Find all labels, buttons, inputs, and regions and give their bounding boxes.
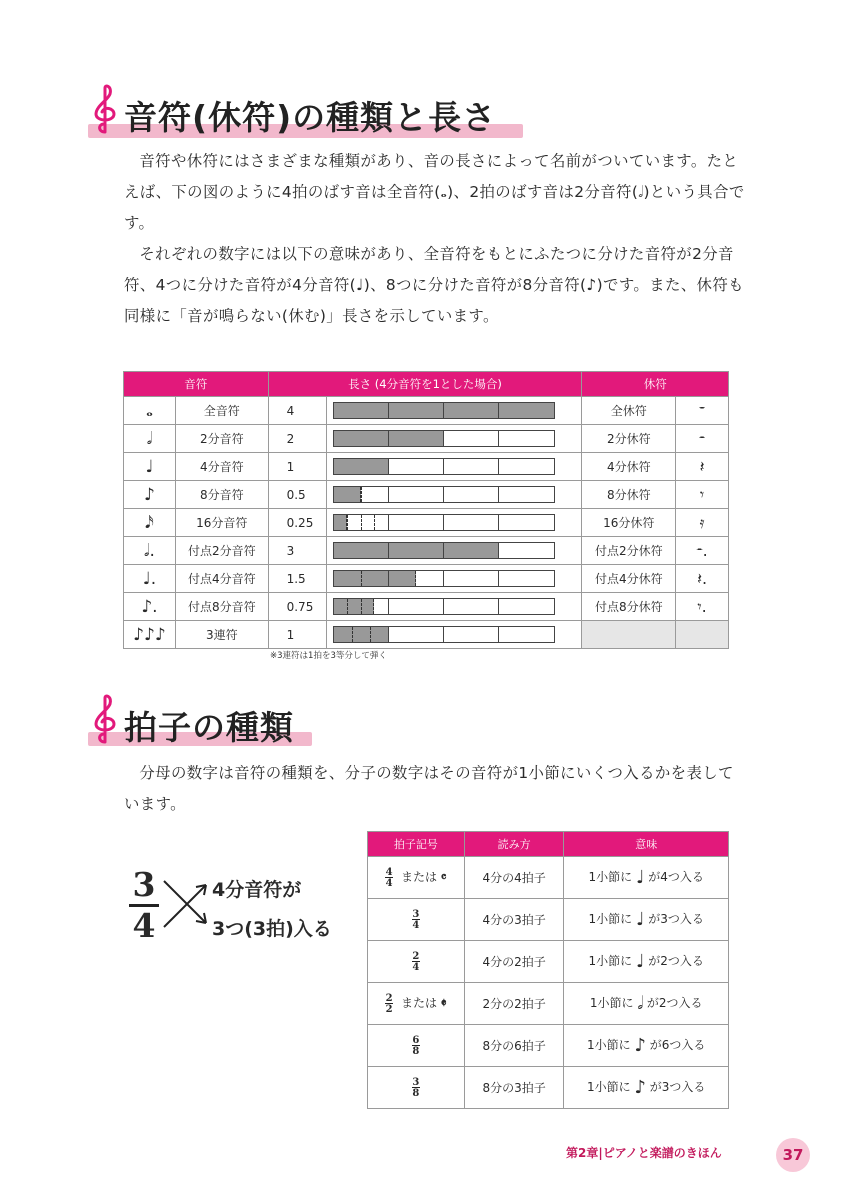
length-bar-cell (326, 509, 582, 537)
length-bar-fill (499, 403, 553, 418)
note-icon: ♩ (635, 951, 645, 972)
rest-symbol: 𝄾. (676, 593, 729, 621)
reading-cell: 8分の6拍子 (464, 1025, 564, 1067)
length-bar (333, 570, 555, 587)
length-bar (333, 542, 555, 559)
note-length: 0.75 (268, 593, 326, 621)
length-bar-segment (499, 487, 553, 502)
meaning-cell (564, 857, 729, 899)
length-bar-cell (326, 565, 582, 593)
common-time-icon: 𝄴 (440, 870, 447, 885)
note-symbol: ♪ (124, 481, 176, 509)
table-row (124, 397, 729, 425)
fraction-denominator: 8 (412, 1045, 420, 1057)
length-bar-segment (444, 431, 499, 446)
length-bar-subdivision (347, 599, 348, 614)
length-bar-subdivision (347, 515, 348, 530)
cross-arrows-icon (160, 877, 212, 931)
length-bar-segment (334, 543, 389, 558)
fraction-numerator: 2 (385, 992, 393, 1004)
length-bar-cell (326, 453, 582, 481)
table-row (368, 983, 729, 1025)
length-bar-fill (334, 487, 361, 502)
length-bar-segment (334, 459, 389, 474)
rest-symbol: 𝄻 (676, 397, 729, 425)
rest-symbol: 𝄽. (676, 565, 729, 593)
treble-clef-icon (90, 84, 120, 136)
common-time-icon: 𝄵 (440, 996, 447, 1011)
length-bar-segment (334, 431, 389, 446)
note-symbol: 𝅗𝅥. (124, 537, 176, 565)
note-symbol: ♩. (124, 565, 176, 593)
length-bar (333, 430, 555, 447)
length-bar-segment (334, 571, 389, 586)
length-bar-fill (334, 431, 388, 446)
fraction-denominator: 4 (132, 906, 156, 945)
note-symbol: 𝅗𝅥 (124, 425, 176, 453)
note-name: 付点4分音符 (175, 565, 268, 593)
length-bar-segment (334, 627, 389, 642)
alt-text: または (400, 870, 437, 884)
rest-symbol: 𝄿 (676, 509, 729, 537)
length-bar-segment (499, 515, 553, 530)
meaning-prefix: 1小節に (588, 870, 633, 884)
page-number: 37 (776, 1138, 810, 1172)
note-length: 1.5 (268, 565, 326, 593)
meaning-suffix: が2つ入る (646, 996, 703, 1010)
meaning-cell (564, 1025, 729, 1067)
fraction-numerator: 3 (412, 1076, 420, 1088)
time-signature-symbol (412, 952, 420, 972)
note-name: 4分音符 (175, 453, 268, 481)
alt-text: または (400, 996, 437, 1010)
note-length: 1 (268, 453, 326, 481)
meaning-suffix: が2つ入る (648, 954, 704, 968)
length-bar (333, 402, 555, 419)
diagram-bottom-label: 3つ(3拍)入る (212, 918, 332, 940)
length-bar-fill (334, 543, 388, 558)
header-reading: 読み方 (464, 832, 564, 857)
fraction-numerator: 3 (412, 908, 420, 920)
note-icon: ♪ (634, 1035, 646, 1056)
length-bar-subdivision (361, 487, 362, 502)
meaning-prefix: 1小節に (589, 996, 634, 1010)
rest-symbol: 𝄼 (676, 425, 729, 453)
length-bar (333, 458, 555, 475)
signature-cell (368, 1025, 465, 1067)
length-bar-segment (499, 403, 553, 418)
fraction-numerator: 2 (412, 950, 420, 962)
note-symbol: ♪♪♪ (124, 621, 176, 649)
length-bar-subdivision (374, 515, 375, 530)
length-bar-segment (334, 403, 389, 418)
note-length: 2 (268, 425, 326, 453)
length-bar-segment (389, 627, 444, 642)
length-bar-segment (499, 599, 553, 614)
length-bar-segment (389, 431, 444, 446)
table-row (124, 621, 729, 649)
rest-name: 2分休符 (582, 425, 676, 453)
note-length: 0.5 (268, 481, 326, 509)
fraction-denominator: 4 (412, 961, 420, 973)
note-icon: ♩ (635, 867, 645, 888)
length-bar-segment (499, 543, 553, 558)
length-bar-segment (444, 571, 499, 586)
length-bar-segment (444, 599, 499, 614)
table-row (368, 1025, 729, 1067)
table-row (124, 453, 729, 481)
length-bar-cell (326, 397, 582, 425)
note-length: 0.25 (268, 509, 326, 537)
length-bar-segment (389, 515, 444, 530)
length-bar-fill (334, 459, 388, 474)
time-signature-symbol (412, 1078, 420, 1098)
rest-name (582, 621, 676, 649)
length-bar-cell (326, 537, 582, 565)
section1-paragraph-2: それぞれの数字には以下の意味があり、全音符をもとにふたつに分けた音符が2分音符、4つに分けた音符が4分音符(♩)、8つに分けた音符が8分音符(♪)です。また、休符も同様に「音が鳴らない(休む)」長さを示しています。 (124, 245, 744, 325)
note-name: 3連符 (175, 621, 268, 649)
fraction-numerator: 4 (385, 866, 393, 878)
table-row (368, 941, 729, 983)
treble-clef-icon (90, 692, 120, 748)
signature-cell (368, 941, 465, 983)
table-row (368, 1067, 729, 1109)
fraction-numerator: 3 (132, 865, 156, 904)
note-length: 4 (268, 397, 326, 425)
length-bar-segment (444, 627, 499, 642)
note-name: 付点2分音符 (175, 537, 268, 565)
meaning-suffix: が3つ入る (649, 1080, 706, 1094)
note-length-table (123, 371, 729, 649)
section2-title: 拍子の種類 (124, 708, 294, 747)
time-signature-fraction (124, 865, 164, 945)
length-bar-fill (334, 627, 388, 642)
note-symbol: 𝅝 (124, 397, 176, 425)
length-bar-segment (444, 459, 499, 474)
length-bar (333, 598, 555, 615)
meaning-cell (564, 1067, 729, 1109)
reading-cell: 4分の3拍子 (464, 899, 564, 941)
note-symbol: ♩ (124, 453, 176, 481)
note-icon: ♩ (635, 909, 645, 930)
reading-cell: 8分の3拍子 (464, 1067, 564, 1109)
length-bar-subdivision (370, 627, 371, 642)
section2-paragraph: 分母の数字は音符の種類を、分子の数字はその音符が1小節にいくつ入るかを表しています。 (124, 764, 734, 813)
section2-body (124, 758, 746, 820)
time-signature-table (367, 831, 729, 1109)
chapter-footer: 第2章|ピアノと楽譜のきほん (566, 1146, 722, 1160)
length-bar-subdivision (361, 599, 362, 614)
note-symbol: 𝅘𝅥𝅯 (124, 509, 176, 537)
length-bar-fill (389, 543, 443, 558)
length-bar-segment (334, 487, 389, 502)
signature-cell (368, 983, 465, 1025)
length-bar-cell (326, 481, 582, 509)
length-bar (333, 486, 555, 503)
fraction-numerator: 6 (412, 1034, 420, 1046)
length-bar-fill (389, 571, 416, 586)
table-row (124, 509, 729, 537)
rest-name: 16分休符 (582, 509, 676, 537)
signature-cell (368, 1067, 465, 1109)
meaning-prefix: 1小節に (588, 954, 633, 968)
time-signature-symbol (385, 994, 393, 1014)
length-bar-fill (444, 403, 498, 418)
signature-cell (368, 857, 465, 899)
rest-name: 付点4分休符 (582, 565, 676, 593)
signature-cell (368, 899, 465, 941)
length-bar-segment (389, 599, 444, 614)
rest-symbol: 𝄼. (676, 537, 729, 565)
note-length: 1 (268, 621, 326, 649)
length-bar-segment (334, 515, 389, 530)
note-name: 8分音符 (175, 481, 268, 509)
fraction-denominator: 4 (385, 877, 393, 889)
fraction-denominator: 8 (412, 1087, 420, 1099)
length-bar-fill (389, 403, 443, 418)
table-row (368, 899, 729, 941)
fraction-denominator: 4 (412, 919, 420, 931)
meaning-prefix: 1小節に (587, 1038, 631, 1052)
meaning-suffix: が6つ入る (649, 1038, 706, 1052)
table-header-row (368, 832, 729, 857)
table-row (124, 425, 729, 453)
time-signature-symbol (385, 868, 393, 888)
note-symbol: ♪. (124, 593, 176, 621)
header-signature: 拍子記号 (368, 832, 465, 857)
length-bar-segment (334, 599, 389, 614)
header-note: 音符 (124, 372, 269, 397)
meaning-cell (564, 941, 729, 983)
length-bar-segment (444, 543, 499, 558)
section1-body (124, 146, 746, 332)
rest-name: 4分休符 (582, 453, 676, 481)
length-bar-fill (334, 515, 348, 530)
meaning-prefix: 1小節に (588, 912, 633, 926)
length-bar-segment (499, 571, 553, 586)
length-bar-subdivision (361, 571, 362, 586)
note-name: 全音符 (175, 397, 268, 425)
length-bar-segment (389, 459, 444, 474)
length-bar-segment (444, 403, 499, 418)
rest-symbol (676, 621, 729, 649)
length-bar-subdivision (352, 627, 353, 642)
rest-symbol: 𝄽 (676, 453, 729, 481)
rest-name: 8分休符 (582, 481, 676, 509)
section1-paragraph-1: 音符や休符にはさまざまな種類があり、音の長さによって名前がついています。たとえば、下の図のように4拍のばす音は全音符(𝅝)、2拍のばす音は2分音符(𝅗𝅥)という具合です。 (124, 152, 745, 232)
fraction-denominator: 2 (385, 1003, 393, 1015)
rest-name: 全休符 (582, 397, 676, 425)
rest-symbol: 𝄾 (676, 481, 729, 509)
rest-name: 付点2分休符 (582, 537, 676, 565)
section1-title: 音符(休符)の種類と長さ (124, 98, 497, 137)
table-row (124, 565, 729, 593)
time-signature-symbol (412, 1036, 420, 1056)
length-bar-segment (389, 543, 444, 558)
header-rest: 休符 (582, 372, 729, 397)
table-header-row (124, 372, 729, 397)
length-bar-fill (334, 403, 388, 418)
length-bar-segment (499, 627, 553, 642)
note-icon: 𝅗𝅥 (637, 993, 644, 1014)
length-bar-cell (326, 425, 582, 453)
length-bar-fill (334, 599, 375, 614)
length-bar-segment (389, 487, 444, 502)
table-row (124, 593, 729, 621)
triplet-note: ※3連符は1拍を3等分して弾く (270, 651, 387, 661)
length-bar-segment (499, 459, 553, 474)
note-name: 付点8分音符 (175, 593, 268, 621)
table-row (368, 857, 729, 899)
note-name: 2分音符 (175, 425, 268, 453)
reading-cell: 2分の2拍子 (464, 983, 564, 1025)
reading-cell: 4分の2拍子 (464, 941, 564, 983)
table-row (124, 481, 729, 509)
header-length: 長さ (4分音符を1とした場合) (268, 372, 582, 397)
note-icon: ♪ (634, 1077, 646, 1098)
reading-cell: 4分の4拍子 (464, 857, 564, 899)
header-meaning: 意味 (564, 832, 729, 857)
table-row (124, 537, 729, 565)
length-bar-cell (326, 593, 582, 621)
rest-name: 付点8分休符 (582, 593, 676, 621)
meaning-cell (564, 899, 729, 941)
diagram-top-label: 4分音符が (212, 879, 302, 901)
meaning-suffix: が3つ入る (648, 912, 704, 926)
meaning-prefix: 1小節に (587, 1080, 631, 1094)
length-bar-fill (389, 431, 443, 446)
length-bar-segment (444, 487, 499, 502)
length-bar-subdivision (361, 515, 362, 530)
time-signature-symbol (412, 910, 420, 930)
length-bar-segment (444, 515, 499, 530)
meaning-suffix: が4つ入る (648, 870, 704, 884)
length-bar (333, 626, 555, 643)
note-name: 16分音符 (175, 509, 268, 537)
note-length: 3 (268, 537, 326, 565)
meaning-cell (564, 983, 729, 1025)
length-bar (333, 514, 555, 531)
length-bar-segment (499, 431, 553, 446)
length-bar-fill (444, 543, 498, 558)
length-bar-segment (389, 571, 444, 586)
length-bar-segment (389, 403, 444, 418)
length-bar-cell (326, 621, 582, 649)
